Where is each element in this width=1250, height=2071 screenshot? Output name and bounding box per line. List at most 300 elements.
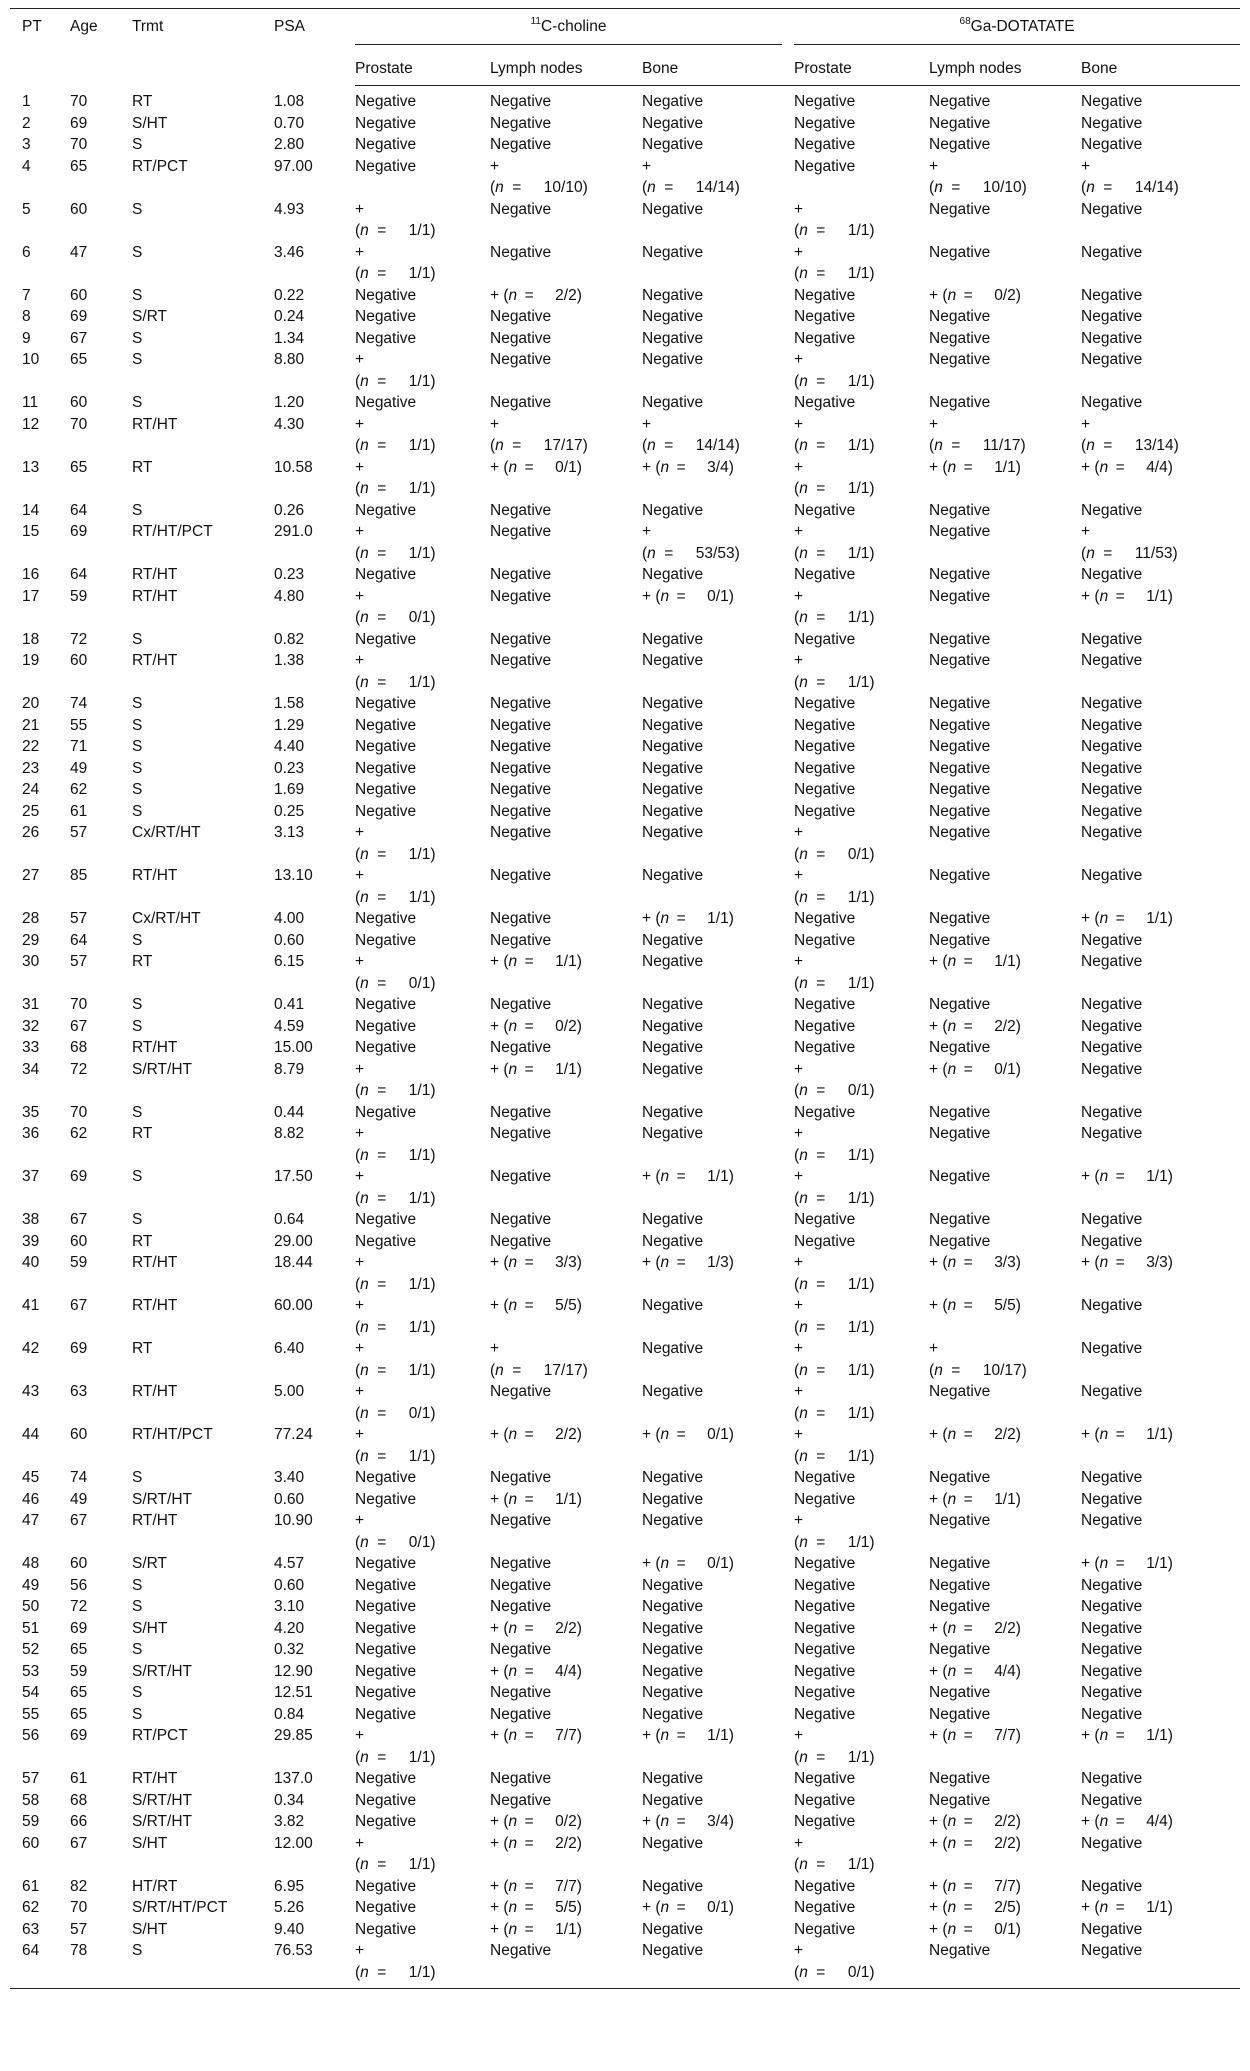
positive-label: + <box>490 1834 500 1852</box>
cell-pt: 21 <box>22 716 40 734</box>
negative-label: Negative <box>355 630 417 648</box>
cell-dotatate-prostate: + (n = 1/1) <box>794 1381 929 1424</box>
cell-dotatate-lymph <box>929 1166 1081 1209</box>
cell-pt: 15 <box>22 523 40 540</box>
cell-dotatate-lymph: + (n = 0/1) <box>929 1919 1081 1941</box>
cell-choline-bone: + (n = 0/1) <box>642 1553 794 1575</box>
n-symbol: n <box>660 1426 670 1443</box>
cell-choline-lymph: + (n = 1/1) <box>490 951 642 994</box>
cell-pt: 48 <box>22 1555 40 1572</box>
cell-trmt: RT/HT <box>132 1770 178 1787</box>
negative-label: Negative <box>794 1641 856 1658</box>
table-row <box>10 1704 1240 1726</box>
equals-sign: = <box>524 1426 534 1443</box>
cell-dotatate-lymph <box>929 500 1081 522</box>
cell-choline-prostate <box>355 779 490 801</box>
equals-sign: = <box>676 458 686 476</box>
cell-psa: 0.70 <box>274 114 305 132</box>
positive-label: + <box>355 1942 365 1959</box>
negative-label: Negative <box>642 286 704 304</box>
cell-pt: 54 <box>22 1684 40 1701</box>
lesion-fraction: 4/4 <box>555 1662 577 1680</box>
cell-psa: 10.90 <box>274 1512 313 1529</box>
negative-label: Negative <box>1081 1684 1143 1701</box>
cell-psa: 6.15 <box>274 953 305 970</box>
cell-choline-lymph <box>490 1704 642 1726</box>
cell-dotatate-lymph <box>929 349 1081 392</box>
cell-choline-bone <box>642 1682 794 1704</box>
positive-label: + <box>929 1877 939 1895</box>
cell-dotatate-prostate: + (n = 1/1) <box>794 457 929 500</box>
negative-label: Negative <box>1081 1469 1143 1486</box>
equals-sign: = <box>816 609 826 626</box>
negative-label: Negative <box>1081 802 1143 820</box>
cell-psa: 3.40 <box>274 1469 305 1486</box>
positive-label: + <box>490 1060 500 1078</box>
cell-choline-bone <box>642 1575 794 1597</box>
n-symbol: n <box>799 265 808 282</box>
cell-psa: 0.23 <box>274 759 305 777</box>
cell-pt: 62 <box>22 1899 40 1916</box>
negative-label: Negative <box>1081 1619 1143 1637</box>
equals-sign: = <box>377 974 387 992</box>
cell-psa: 10.58 <box>274 458 313 476</box>
n-symbol: n <box>799 1963 808 1981</box>
lesion-fraction: 0/1 <box>847 1082 870 1099</box>
cell-psa: 0.22 <box>274 286 305 304</box>
table-row <box>10 86 1240 113</box>
cell-age: 47 <box>70 243 88 261</box>
col-header-dotatate-prostate: Prostate <box>794 52 929 86</box>
negative-label: Negative <box>794 910 856 927</box>
cell-choline-prostate <box>355 1467 490 1489</box>
equals-sign: = <box>816 1146 826 1164</box>
cell-choline-lymph <box>490 500 642 522</box>
cell-choline-bone <box>642 1876 794 1898</box>
n-symbol: n <box>360 1533 369 1551</box>
negative-label: Negative <box>355 910 417 927</box>
cell-choline-bone: + (n = 14/14) <box>642 156 794 199</box>
n-symbol: n <box>799 1447 808 1465</box>
cell-age: 69 <box>70 1727 88 1744</box>
cell-pt: 61 <box>22 1877 40 1895</box>
cell-choline-bone <box>642 86 794 113</box>
cell-dotatate-bone <box>1081 1940 1240 1989</box>
equals-sign: = <box>816 888 826 906</box>
lesion-fraction: 0/1 <box>408 1404 431 1422</box>
table-row <box>10 414 1240 457</box>
lesion-fraction: 1/1 <box>847 1447 870 1465</box>
lesion-fraction: 1/1 <box>408 480 431 497</box>
equals-sign: = <box>963 1619 973 1637</box>
negative-label: Negative <box>1081 630 1143 648</box>
positive-label: + <box>929 1813 939 1830</box>
cell-dotatate-lymph <box>929 801 1081 823</box>
lesion-fraction: 1/1 <box>408 437 431 454</box>
cell-choline-prostate <box>355 908 490 930</box>
table-row <box>10 1553 1240 1575</box>
lesion-fraction: 7/7 <box>555 1877 577 1895</box>
positive-label: + <box>929 1426 939 1443</box>
cell-trmt: RT/HT <box>132 587 178 605</box>
positive-label: + <box>929 1490 939 1508</box>
negative-label: Negative <box>490 1705 552 1723</box>
cell-trmt: S <box>132 1641 143 1658</box>
cell-psa: 8.80 <box>274 351 305 368</box>
n-symbol: n <box>660 587 670 605</box>
dotatate-tracer: Ga-DOTATATE <box>970 18 1075 35</box>
positive-label: + <box>929 1060 939 1078</box>
table-row <box>10 521 1240 564</box>
positive-label: + <box>929 157 939 175</box>
equals-sign: = <box>816 1447 826 1465</box>
n-symbol: n <box>1099 1168 1109 1185</box>
cell-trmt: S <box>132 738 143 755</box>
positive-label: + <box>642 1727 652 1744</box>
positive-label: + <box>355 458 365 476</box>
negative-label: Negative <box>1081 1490 1143 1508</box>
cell-trmt: RT <box>132 1340 153 1357</box>
negative-label: Negative <box>642 759 704 777</box>
negative-label: Negative <box>355 1705 417 1723</box>
cell-age: 59 <box>70 1254 88 1271</box>
lesion-fraction: 4/4 <box>1146 458 1168 476</box>
equals-sign: = <box>963 1877 973 1895</box>
cell-pt: 41 <box>22 1297 40 1314</box>
cell-choline-bone <box>642 1618 794 1640</box>
negative-label: Negative <box>929 1469 991 1486</box>
negative-label: Negative <box>1081 781 1143 798</box>
cell-psa: 8.82 <box>274 1125 305 1142</box>
n-symbol: n <box>508 1490 518 1508</box>
negative-label: Negative <box>1081 652 1143 669</box>
negative-label: Negative <box>929 501 991 519</box>
cell-pt: 60 <box>22 1834 40 1852</box>
cell-choline-prostate: + (n = 1/1) <box>355 457 490 500</box>
cell-age: 59 <box>70 587 88 605</box>
cell-psa: 6.95 <box>274 1877 305 1895</box>
negative-label: Negative <box>642 93 704 110</box>
table-row <box>10 1166 1240 1209</box>
negative-label: Negative <box>355 1490 417 1508</box>
negative-label: Negative <box>929 394 991 411</box>
cell-choline-lymph <box>490 865 642 908</box>
negative-label: Negative <box>929 931 991 949</box>
cell-age: 65 <box>70 458 88 476</box>
lesion-fraction: 10/10 <box>543 179 583 196</box>
cell-choline-prostate: + (n = 1/1) <box>355 521 490 564</box>
cell-choline-lymph <box>490 349 642 392</box>
cell-dotatate-lymph <box>929 779 1081 801</box>
negative-label: Negative <box>1081 824 1143 841</box>
n-symbol: n <box>947 1060 957 1078</box>
negative-label: Negative <box>355 1813 417 1830</box>
negative-label: Negative <box>1081 114 1143 132</box>
negative-label: Negative <box>490 566 552 583</box>
cell-dotatate-prostate: + (n = 1/1) <box>794 865 929 908</box>
cell-psa: 3.82 <box>274 1813 305 1830</box>
cell-age: 60 <box>70 394 88 411</box>
negative-label: Negative <box>929 1598 991 1615</box>
positive-label: + <box>929 1662 939 1680</box>
cell-dotatate-lymph <box>929 1940 1081 1989</box>
cell-choline-bone: + (n = 1/3) <box>642 1252 794 1295</box>
negative-label: Negative <box>1081 1705 1143 1723</box>
negative-label: Negative <box>642 1060 704 1078</box>
lesion-fraction: 7/7 <box>994 1877 1016 1895</box>
negative-label: Negative <box>642 738 704 755</box>
negative-label: Negative <box>794 1555 856 1572</box>
cell-choline-lymph <box>490 521 642 564</box>
cell-trmt: S <box>132 200 143 218</box>
equals-sign: = <box>524 1834 534 1852</box>
cell-dotatate-prostate <box>794 285 929 307</box>
cell-choline-lymph <box>490 392 642 414</box>
cell-dotatate-prostate <box>794 1037 929 1059</box>
cell-dotatate-bone <box>1081 1618 1240 1640</box>
table-row <box>10 500 1240 522</box>
equals-sign: = <box>1115 910 1125 927</box>
lesion-fraction: 1/1 <box>994 953 1016 970</box>
lesion-fraction: 1/1 <box>707 910 729 927</box>
negative-label: Negative <box>929 243 991 261</box>
cell-dotatate-prostate <box>794 1575 929 1597</box>
negative-label: Negative <box>1081 329 1143 347</box>
equals-sign: = <box>816 222 826 239</box>
cell-dotatate-lymph <box>929 629 1081 651</box>
cell-age: 65 <box>70 351 88 368</box>
cell-age: 60 <box>70 1426 88 1443</box>
negative-label: Negative <box>642 781 704 798</box>
cell-dotatate-lymph <box>929 994 1081 1016</box>
cell-dotatate-lymph: + (n = 1/1) <box>929 951 1081 994</box>
positive-label: + <box>794 415 804 433</box>
equals-sign: = <box>377 1189 387 1207</box>
cell-dotatate-prostate <box>794 1811 929 1833</box>
cell-choline-bone <box>642 113 794 135</box>
cell-dotatate-lymph <box>929 392 1081 414</box>
equals-sign: = <box>676 1426 686 1443</box>
cell-choline-lymph <box>490 1553 642 1575</box>
cell-choline-lymph <box>490 1790 642 1812</box>
equals-sign: = <box>963 1017 973 1035</box>
negative-label: Negative <box>1081 566 1143 583</box>
cell-pt: 58 <box>22 1791 40 1809</box>
cell-dotatate-lymph <box>929 564 1081 586</box>
n-symbol: n <box>508 1619 518 1637</box>
cell-psa: 97.00 <box>274 157 313 175</box>
negative-label: Negative <box>355 1619 417 1637</box>
cell-age: 70 <box>70 136 88 153</box>
cell-dotatate-bone <box>1081 779 1240 801</box>
negative-label: Negative <box>1081 1383 1143 1400</box>
equals-sign: = <box>676 1555 686 1572</box>
lesion-fraction: 1/3 <box>707 1254 729 1271</box>
cell-choline-lymph: + (n = 17/17) <box>490 414 642 457</box>
negative-label: Negative <box>1081 695 1143 712</box>
cell-dotatate-prostate: + (n = 1/1) <box>794 1424 929 1467</box>
cell-psa: 0.60 <box>274 931 305 949</box>
lesion-fraction: 2/2 <box>994 1834 1016 1852</box>
cell-pt: 25 <box>22 802 40 820</box>
n-symbol: n <box>947 1877 957 1895</box>
group-header-choline <box>355 9 794 52</box>
equals-sign: = <box>1115 1254 1125 1271</box>
cell-dotatate-prostate <box>794 758 929 780</box>
negative-label: Negative <box>490 93 552 110</box>
cell-pt: 6 <box>22 243 31 261</box>
cell-pt: 63 <box>22 1920 40 1938</box>
equals-sign: = <box>1115 1813 1125 1830</box>
positive-label: + <box>490 1877 500 1895</box>
lesion-fraction: 1/1 <box>408 1146 431 1164</box>
cell-trmt: S <box>132 1705 143 1723</box>
cell-age: 57 <box>70 824 88 841</box>
cell-age: 61 <box>70 802 88 820</box>
cell-trmt: S <box>132 1576 143 1594</box>
equals-sign: = <box>377 1318 387 1336</box>
n-symbol: n <box>508 1813 518 1830</box>
table-row <box>10 1897 1240 1919</box>
negative-label: Negative <box>642 867 704 884</box>
negative-label: Negative <box>642 114 704 132</box>
cell-trmt: S <box>132 695 143 712</box>
cell-choline-lymph: + (n = 7/7) <box>490 1876 642 1898</box>
negative-label: Negative <box>794 136 856 153</box>
n-symbol: n <box>1086 437 1095 454</box>
cell-choline-bone <box>642 306 794 328</box>
equals-sign: = <box>377 372 387 390</box>
cell-choline-bone <box>642 1381 794 1424</box>
n-symbol: n <box>660 1168 670 1185</box>
negative-label: Negative <box>794 308 856 325</box>
cell-trmt: S <box>132 1598 143 1615</box>
lesion-fraction: 1/1 <box>408 673 431 691</box>
cell-choline-prostate <box>355 994 490 1016</box>
lesion-fraction: 14/14 <box>695 437 735 454</box>
negative-label: Negative <box>490 781 552 798</box>
cell-dotatate-lymph <box>929 113 1081 135</box>
cell-trmt: S <box>132 996 143 1013</box>
cell-trmt: S <box>132 1940 274 1989</box>
n-symbol: n <box>508 458 518 476</box>
negative-label: Negative <box>490 1232 552 1250</box>
cell-age: 65 <box>70 1684 88 1701</box>
equals-sign: = <box>524 1920 534 1938</box>
positive-label: + <box>355 1834 365 1852</box>
positive-label: + <box>1081 1254 1091 1271</box>
negative-label: Negative <box>490 716 552 734</box>
cell-psa: 4.30 <box>274 415 305 433</box>
equals-sign: = <box>524 953 534 970</box>
equals-sign: = <box>816 437 826 454</box>
table-row <box>10 1833 1240 1876</box>
table-row <box>10 693 1240 715</box>
equals-sign: = <box>377 1404 387 1422</box>
positive-label: + <box>1081 1168 1091 1185</box>
negative-label: Negative <box>1081 1297 1143 1314</box>
negative-label: Negative <box>490 1469 552 1486</box>
lesion-fraction: 2/2 <box>994 1813 1016 1830</box>
cell-choline-bone <box>642 1295 794 1338</box>
positive-label: + <box>1081 1727 1091 1744</box>
cell-dotatate-prostate <box>794 1704 929 1726</box>
cell-trmt: RT <box>132 953 153 970</box>
n-symbol: n <box>799 222 808 239</box>
cell-dotatate-prostate <box>794 736 929 758</box>
lesion-fraction: 0/1 <box>707 1426 729 1443</box>
lesion-fraction: 1/1 <box>408 1318 431 1336</box>
negative-label: Negative <box>642 329 704 347</box>
negative-label: Negative <box>1081 1791 1143 1809</box>
equals-sign: = <box>524 1254 534 1271</box>
negative-label: Negative <box>1081 1125 1143 1142</box>
positive-label: + <box>490 415 500 433</box>
cell-trmt: HT/RT <box>132 1877 178 1895</box>
cell-choline-prostate <box>355 1489 490 1511</box>
cell-choline-bone <box>642 1467 794 1489</box>
negative-label: Negative <box>642 243 704 261</box>
equals-sign: = <box>816 372 826 390</box>
cell-psa: 17.50 <box>274 1168 313 1185</box>
n-symbol: n <box>660 1555 670 1572</box>
table-row <box>10 1252 1240 1295</box>
cell-dotatate-bone <box>1081 951 1240 994</box>
negative-label: Negative <box>794 1598 856 1615</box>
cell-trmt: RT/HT <box>132 1297 178 1314</box>
positive-label: + <box>1081 910 1091 927</box>
negative-label: Negative <box>794 1211 856 1228</box>
cell-dotatate-prostate <box>794 930 929 952</box>
cell-choline-prostate: + (n = 1/1) <box>355 1166 490 1209</box>
positive-label: + <box>1081 415 1091 433</box>
lesion-fraction: 3/4 <box>707 1813 729 1830</box>
equals-sign: = <box>664 544 674 562</box>
cell-choline-lymph: + (n = 7/7) <box>490 1725 642 1768</box>
cell-age: 72 <box>70 1598 88 1615</box>
cell-dotatate-lymph <box>929 1768 1081 1790</box>
positive-label: + <box>490 286 500 304</box>
cell-choline-lymph: + (n = 0/2) <box>490 1811 642 1833</box>
cell-choline-lymph <box>490 736 642 758</box>
cell-age: 72 <box>70 630 88 648</box>
table-row <box>10 1338 1240 1381</box>
cell-pt: 50 <box>22 1598 40 1615</box>
equals-sign: = <box>524 1490 534 1508</box>
n-symbol: n <box>495 1361 504 1379</box>
cell-psa: 76.53 <box>274 1940 355 1989</box>
cell-psa: 0.34 <box>274 1791 305 1809</box>
cell-choline-bone <box>642 801 794 823</box>
cell-age: 71 <box>70 738 88 755</box>
negative-label: Negative <box>794 394 856 411</box>
table-row <box>10 930 1240 952</box>
dotatate-isotope: 68 <box>959 15 971 27</box>
cell-choline-prostate <box>355 736 490 758</box>
negative-label: Negative <box>490 759 552 777</box>
n-symbol: n <box>360 1189 369 1207</box>
cell-choline-prostate <box>355 156 490 199</box>
cell-choline-bone <box>642 1639 794 1661</box>
negative-label: Negative <box>490 1684 552 1701</box>
negative-label: Negative <box>642 1103 704 1121</box>
negative-label: Negative <box>1081 1039 1143 1056</box>
cell-age: 70 <box>70 1103 88 1121</box>
cell-choline-bone <box>642 951 794 994</box>
negative-label: Negative <box>642 1641 704 1658</box>
n-symbol: n <box>360 1856 369 1873</box>
cell-dotatate-lymph: + (n = 7/7) <box>929 1725 1081 1768</box>
